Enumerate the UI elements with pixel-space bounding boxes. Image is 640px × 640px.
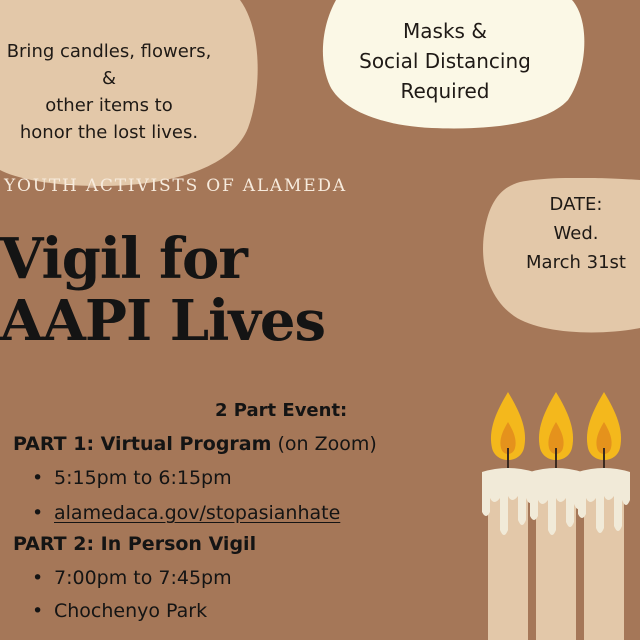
bring-items-line-3: honor the lost lives. (19, 122, 199, 143)
list-item (32, 502, 340, 524)
date-day: March 31st (526, 252, 626, 273)
masks-line-1: Masks & (403, 19, 487, 43)
masks-line-3: Required (400, 79, 490, 103)
part-1-time: 5:15pm to 6:15pm (54, 467, 232, 489)
part-2-time: 7:00pm to 7:45pm (54, 567, 232, 589)
title-line-1: Vigil for (0, 226, 247, 292)
part-2-location: Chochenyo Park (54, 600, 208, 622)
part-1-label: PART 1: Virtual Program (13, 433, 272, 455)
bullet-icon: • (32, 600, 44, 622)
candle-icon (530, 392, 582, 640)
bullet-icon: • (32, 567, 44, 589)
list-item (32, 567, 232, 589)
list-item (32, 467, 232, 489)
date-weekday: Wed. (553, 223, 599, 244)
bullet-icon: • (32, 467, 44, 489)
part-1-suffix: (on Zoom) (277, 433, 377, 455)
bring-items-note (0, 38, 218, 146)
part-2-heading (13, 533, 256, 555)
date-note (500, 190, 640, 277)
masks-note (330, 16, 560, 106)
organization-name: YOUTH ACTIVISTS OF ALAMEDA (4, 176, 347, 196)
part-1-link[interactable]: alamedaca.gov/stopasianhate (54, 502, 341, 524)
candle-icon (578, 392, 630, 640)
candles-illustration (460, 380, 640, 640)
masks-line-2: Social Distancing (359, 49, 531, 73)
date-label: DATE: (549, 194, 603, 215)
candle-icon (482, 392, 534, 640)
bullet-icon: • (32, 502, 44, 524)
event-subtitle: 2 Part Event: (215, 400, 348, 421)
part-2-label: PART 2: In Person Vigil (13, 533, 257, 555)
list-item (32, 600, 207, 622)
bring-items-line-2: other items to (45, 95, 173, 116)
bring-items-line-1: Bring candles, flowers, & (6, 41, 212, 89)
title-line-2: AAPI Lives (0, 288, 326, 354)
page-title (0, 228, 470, 352)
part-1-heading (13, 433, 377, 455)
